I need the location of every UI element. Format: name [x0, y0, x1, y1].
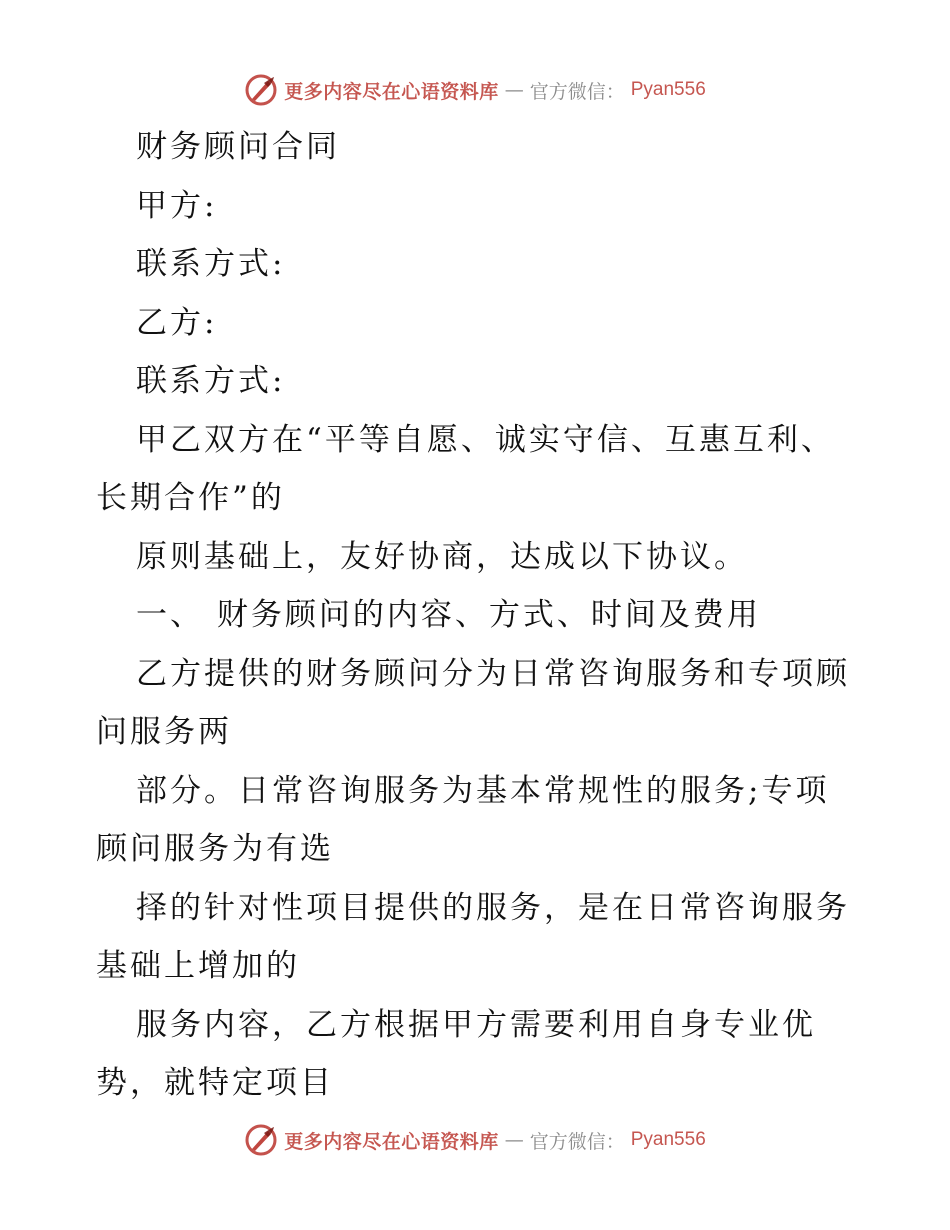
watermark-wechat-label: 官方微信： [529, 1130, 625, 1153]
party-b-label: 乙方: [136, 304, 218, 341]
document-title: 财务顾问合同 [136, 129, 340, 165]
paragraph-line: 基础上增加的 [96, 948, 300, 984]
party-a-contact-label: 联系方式: [136, 246, 286, 282]
paragraph-line: 势，就特定项目 [96, 1065, 334, 1101]
paragraph-line: 甲乙双方在“平等自愿、诚实守信、互惠互利、 [136, 421, 835, 458]
party-a-label: 甲方: [136, 187, 218, 224]
quill-seal-icon [244, 1123, 278, 1157]
watermark-wechat-id: Pyan556 [630, 1129, 706, 1150]
header-watermark [0, 70, 950, 110]
paragraph-line: 部分。日常咨询服务为基本常规性的服务;专项 [136, 772, 830, 809]
watermark-wechat-id: Pyan556 [630, 79, 706, 100]
paragraph-line: 顾问服务为有选 [96, 831, 334, 867]
paragraph-line: 服务内容，乙方根据甲方需要利用自身专业优 [136, 1006, 816, 1043]
watermark-wechat-label: 官方微信： [529, 80, 625, 103]
paragraph-line: 乙方提供的财务顾问分为日常咨询服务和专项顾 [136, 655, 850, 692]
watermark-separator: — [504, 79, 524, 101]
party-b-contact-label: 联系方式: [136, 363, 286, 399]
watermark-separator: — [504, 1129, 524, 1151]
paragraph-line: 择的针对性项目提供的服务，是在日常咨询服务 [136, 889, 850, 926]
document-body [96, 118, 876, 1113]
footer-watermark [0, 1120, 950, 1160]
quill-seal-icon [244, 73, 278, 107]
section-heading: 一、 财务顾问的内容、方式、时间及费用 [136, 597, 761, 633]
paragraph-line: 长期合作”的 [96, 480, 285, 516]
watermark-site-text: 更多内容尽在心语资料库 [284, 80, 499, 103]
paragraph-line: 问服务两 [96, 714, 232, 750]
paragraph-line: 原则基础上，友好协商，达成以下协议。 [136, 538, 748, 575]
watermark-site-text: 更多内容尽在心语资料库 [284, 1130, 499, 1153]
